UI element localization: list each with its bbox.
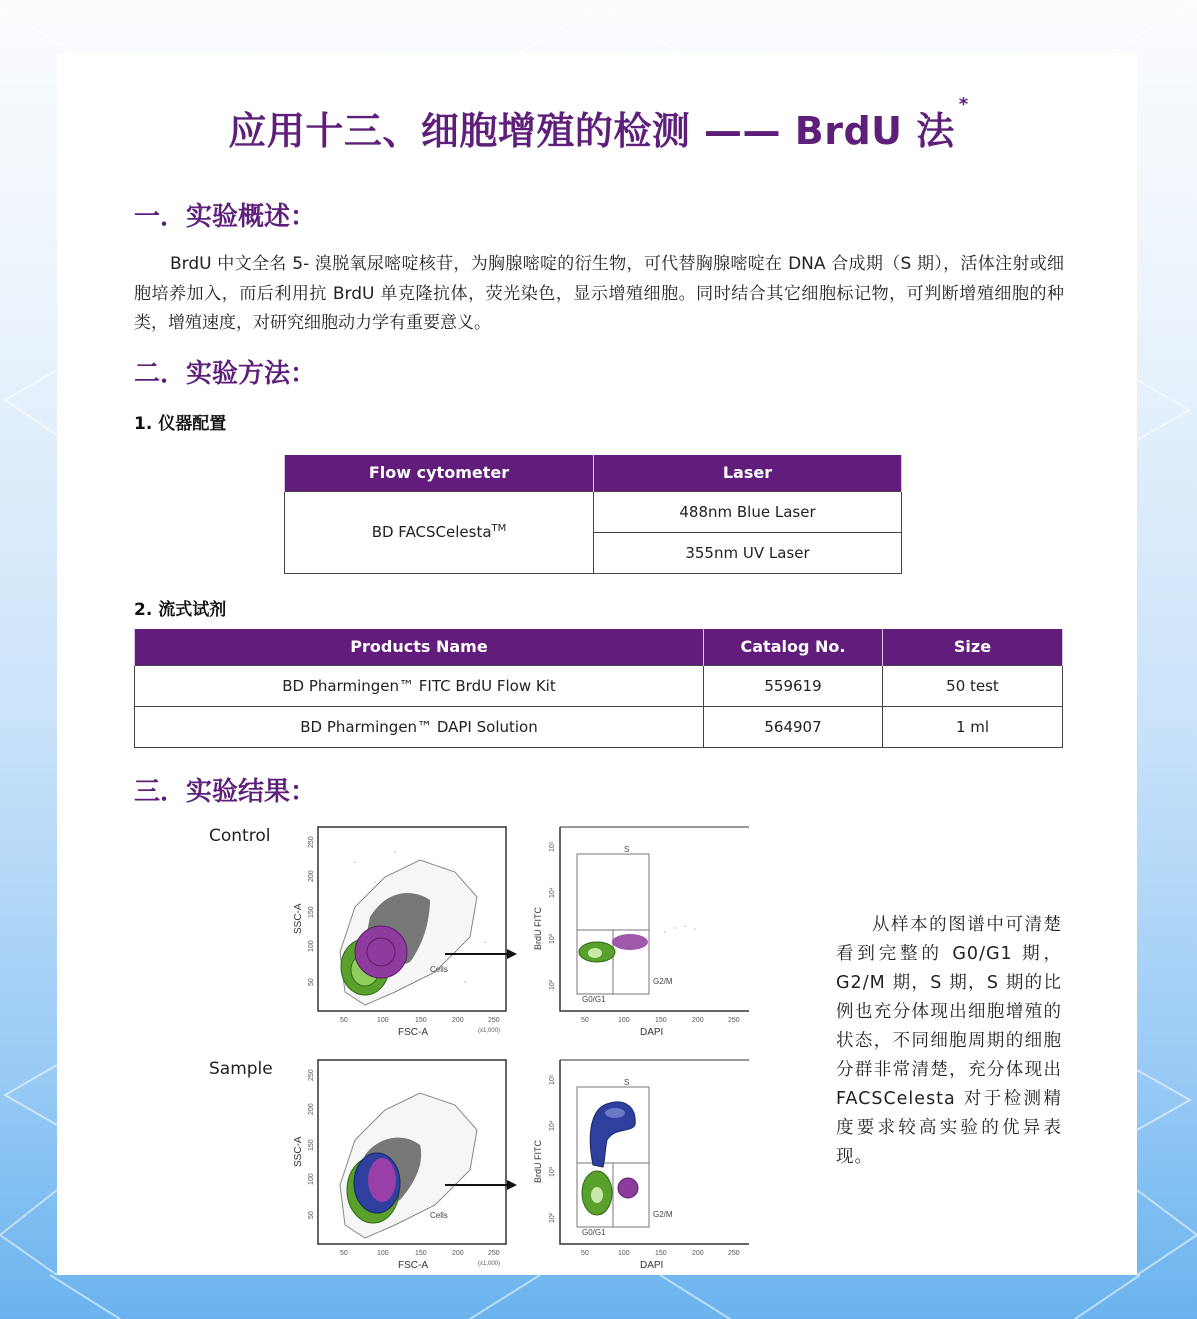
gate-label-s: S [624, 845, 630, 854]
section-heading-overview: 一．实验概述： [134, 202, 317, 232]
svg-text:200: 200 [692, 1250, 704, 1257]
svg-text:50: 50 [340, 1017, 348, 1024]
svg-text:250: 250 [728, 1250, 740, 1257]
svg-text:10⁴: 10⁴ [549, 887, 556, 898]
svg-text:150: 150 [415, 1017, 427, 1024]
size: 1 ml [883, 706, 1063, 747]
page-title-text: 应用十三、细胞增殖的检测 —— BrdU 法 [228, 109, 955, 153]
table-row [135, 706, 1063, 747]
product-name: BD Pharmingen™ DAPI Solution [135, 706, 704, 747]
subheading-instrument: 1. 仪器配置 [134, 414, 227, 434]
control-fsc-ssc-plot [285, 822, 525, 1044]
svg-text:250: 250 [308, 1069, 315, 1081]
control-dapi-brdu-plot [525, 822, 755, 1044]
product-name: BD Pharmingen™ FITC BrdU Flow Kit [135, 665, 704, 706]
sample-fsc-ssc-plot [285, 1055, 525, 1277]
svg-text:10²: 10² [549, 1212, 556, 1223]
svg-text:100: 100 [618, 1017, 630, 1024]
y-axis-label: BrdU FITC [533, 1139, 543, 1183]
header-product-name: Products Name [135, 629, 704, 665]
x-axis-label: DAPI [640, 1027, 664, 1038]
svg-text:10⁵: 10⁵ [549, 841, 556, 852]
y-axis-label: SSC-A [293, 1136, 304, 1167]
instrument-table [284, 455, 902, 574]
x-axis-label: DAPI [640, 1260, 664, 1271]
gate-label-s: S [624, 1078, 630, 1087]
svg-text:10⁴: 10⁴ [549, 1120, 556, 1131]
svg-text:10³: 10³ [549, 1166, 556, 1177]
svg-text:(x1,000): (x1,000) [478, 1028, 501, 1034]
sample-dapi-brdu-plot [525, 1055, 755, 1277]
svg-text:(x1,000): (x1,000) [478, 1261, 501, 1267]
svg-text:250: 250 [728, 1017, 740, 1024]
svg-text:10²: 10² [549, 979, 556, 990]
header-catalog: Catalog No. [704, 629, 883, 665]
row-label-sample: Sample [209, 1059, 273, 1079]
y-axis-label: BrdU FITC [533, 906, 543, 950]
y-axis-label: SSC-A [293, 903, 304, 934]
header-laser: Laser [594, 455, 902, 491]
x-axis-label: FSC-A [398, 1027, 428, 1038]
catalog-number: 559619 [704, 665, 883, 706]
overview-paragraph: BrdU 中文全名 5- 溴脱氧尿嘧啶核苷，为胸腺嘧啶的衍生物，可代替胸腺嘧啶在 DNA 合成期（S 期），活体注射或细胞培养加入，而后利用抗 BrdU 单克隆抗体，荧光染色，显示增殖细胞。同时结合其它细胞标记物，可判断增殖细胞的种类，增殖速度，对研究细胞动力学有重要意义。 [134, 254, 1064, 333]
svg-text:200: 200 [308, 870, 315, 882]
svg-text:150: 150 [308, 1139, 315, 1151]
gate-label-g2m: G2/M [653, 977, 673, 986]
laser-cell: 488nm Blue Laser [594, 491, 902, 532]
svg-text:200: 200 [308, 1103, 315, 1115]
svg-text:50: 50 [308, 1211, 315, 1219]
footnote-marker: * [958, 94, 969, 115]
svg-text:50: 50 [340, 1250, 348, 1257]
instrument-name: BD FACSCelesta [371, 523, 492, 541]
reagent-table [134, 629, 1063, 748]
gate-label-g2m: G2/M [653, 1210, 673, 1219]
svg-text:150: 150 [655, 1017, 667, 1024]
svg-text:200: 200 [452, 1250, 464, 1257]
header-size: Size [883, 629, 1063, 665]
x-axis-label: FSC-A [398, 1260, 428, 1271]
svg-text:250: 250 [308, 836, 315, 848]
svg-text:250: 250 [488, 1250, 500, 1257]
catalog-number: 564907 [704, 706, 883, 747]
laser-cell: 355nm UV Laser [594, 532, 902, 573]
svg-text:50: 50 [581, 1017, 589, 1024]
trademark: TM [491, 523, 507, 534]
svg-text:10⁵: 10⁵ [549, 1074, 556, 1085]
svg-text:100: 100 [377, 1250, 389, 1257]
svg-text:100: 100 [308, 1173, 315, 1185]
size: 50 test [883, 665, 1063, 706]
svg-text:250: 250 [488, 1017, 500, 1024]
table-row [135, 665, 1063, 706]
instrument-cell [285, 491, 594, 573]
svg-text:100: 100 [308, 940, 315, 952]
header-flow-cytometer: Flow cytometer [285, 455, 594, 491]
gate-label-cells: Cells [430, 965, 448, 974]
svg-text:150: 150 [415, 1250, 427, 1257]
section-heading-results: 三．实验结果： [134, 777, 317, 807]
svg-text:200: 200 [452, 1017, 464, 1024]
svg-text:200: 200 [692, 1017, 704, 1024]
svg-text:10³: 10³ [549, 933, 556, 944]
section-heading-method: 二．实验方法： [134, 359, 317, 389]
svg-text:150: 150 [308, 906, 315, 918]
svg-text:100: 100 [377, 1017, 389, 1024]
page-title [0, 94, 1197, 155]
svg-text:50: 50 [308, 978, 315, 986]
gate-label-cells: Cells [430, 1211, 448, 1220]
svg-text:50: 50 [581, 1250, 589, 1257]
svg-text:100: 100 [618, 1250, 630, 1257]
results-description: 从样本的图谱中可清楚看到完整的 G0/G1 期，G2/M 期，S 期，S 期的比例也充分体现出细胞增殖的状态，不同细胞周期的细胞分群非常清楚，充分体现出 FACSCelesta 对于检测精度要求较高实验的优异表现。 [836, 915, 1062, 1167]
subheading-reagents: 2. 流式试剂 [134, 600, 227, 620]
gate-label-g0g1: G0/G1 [582, 995, 606, 1004]
gate-label-g0g1: G0/G1 [582, 1228, 606, 1237]
row-label-control: Control [209, 826, 271, 846]
svg-text:150: 150 [655, 1250, 667, 1257]
